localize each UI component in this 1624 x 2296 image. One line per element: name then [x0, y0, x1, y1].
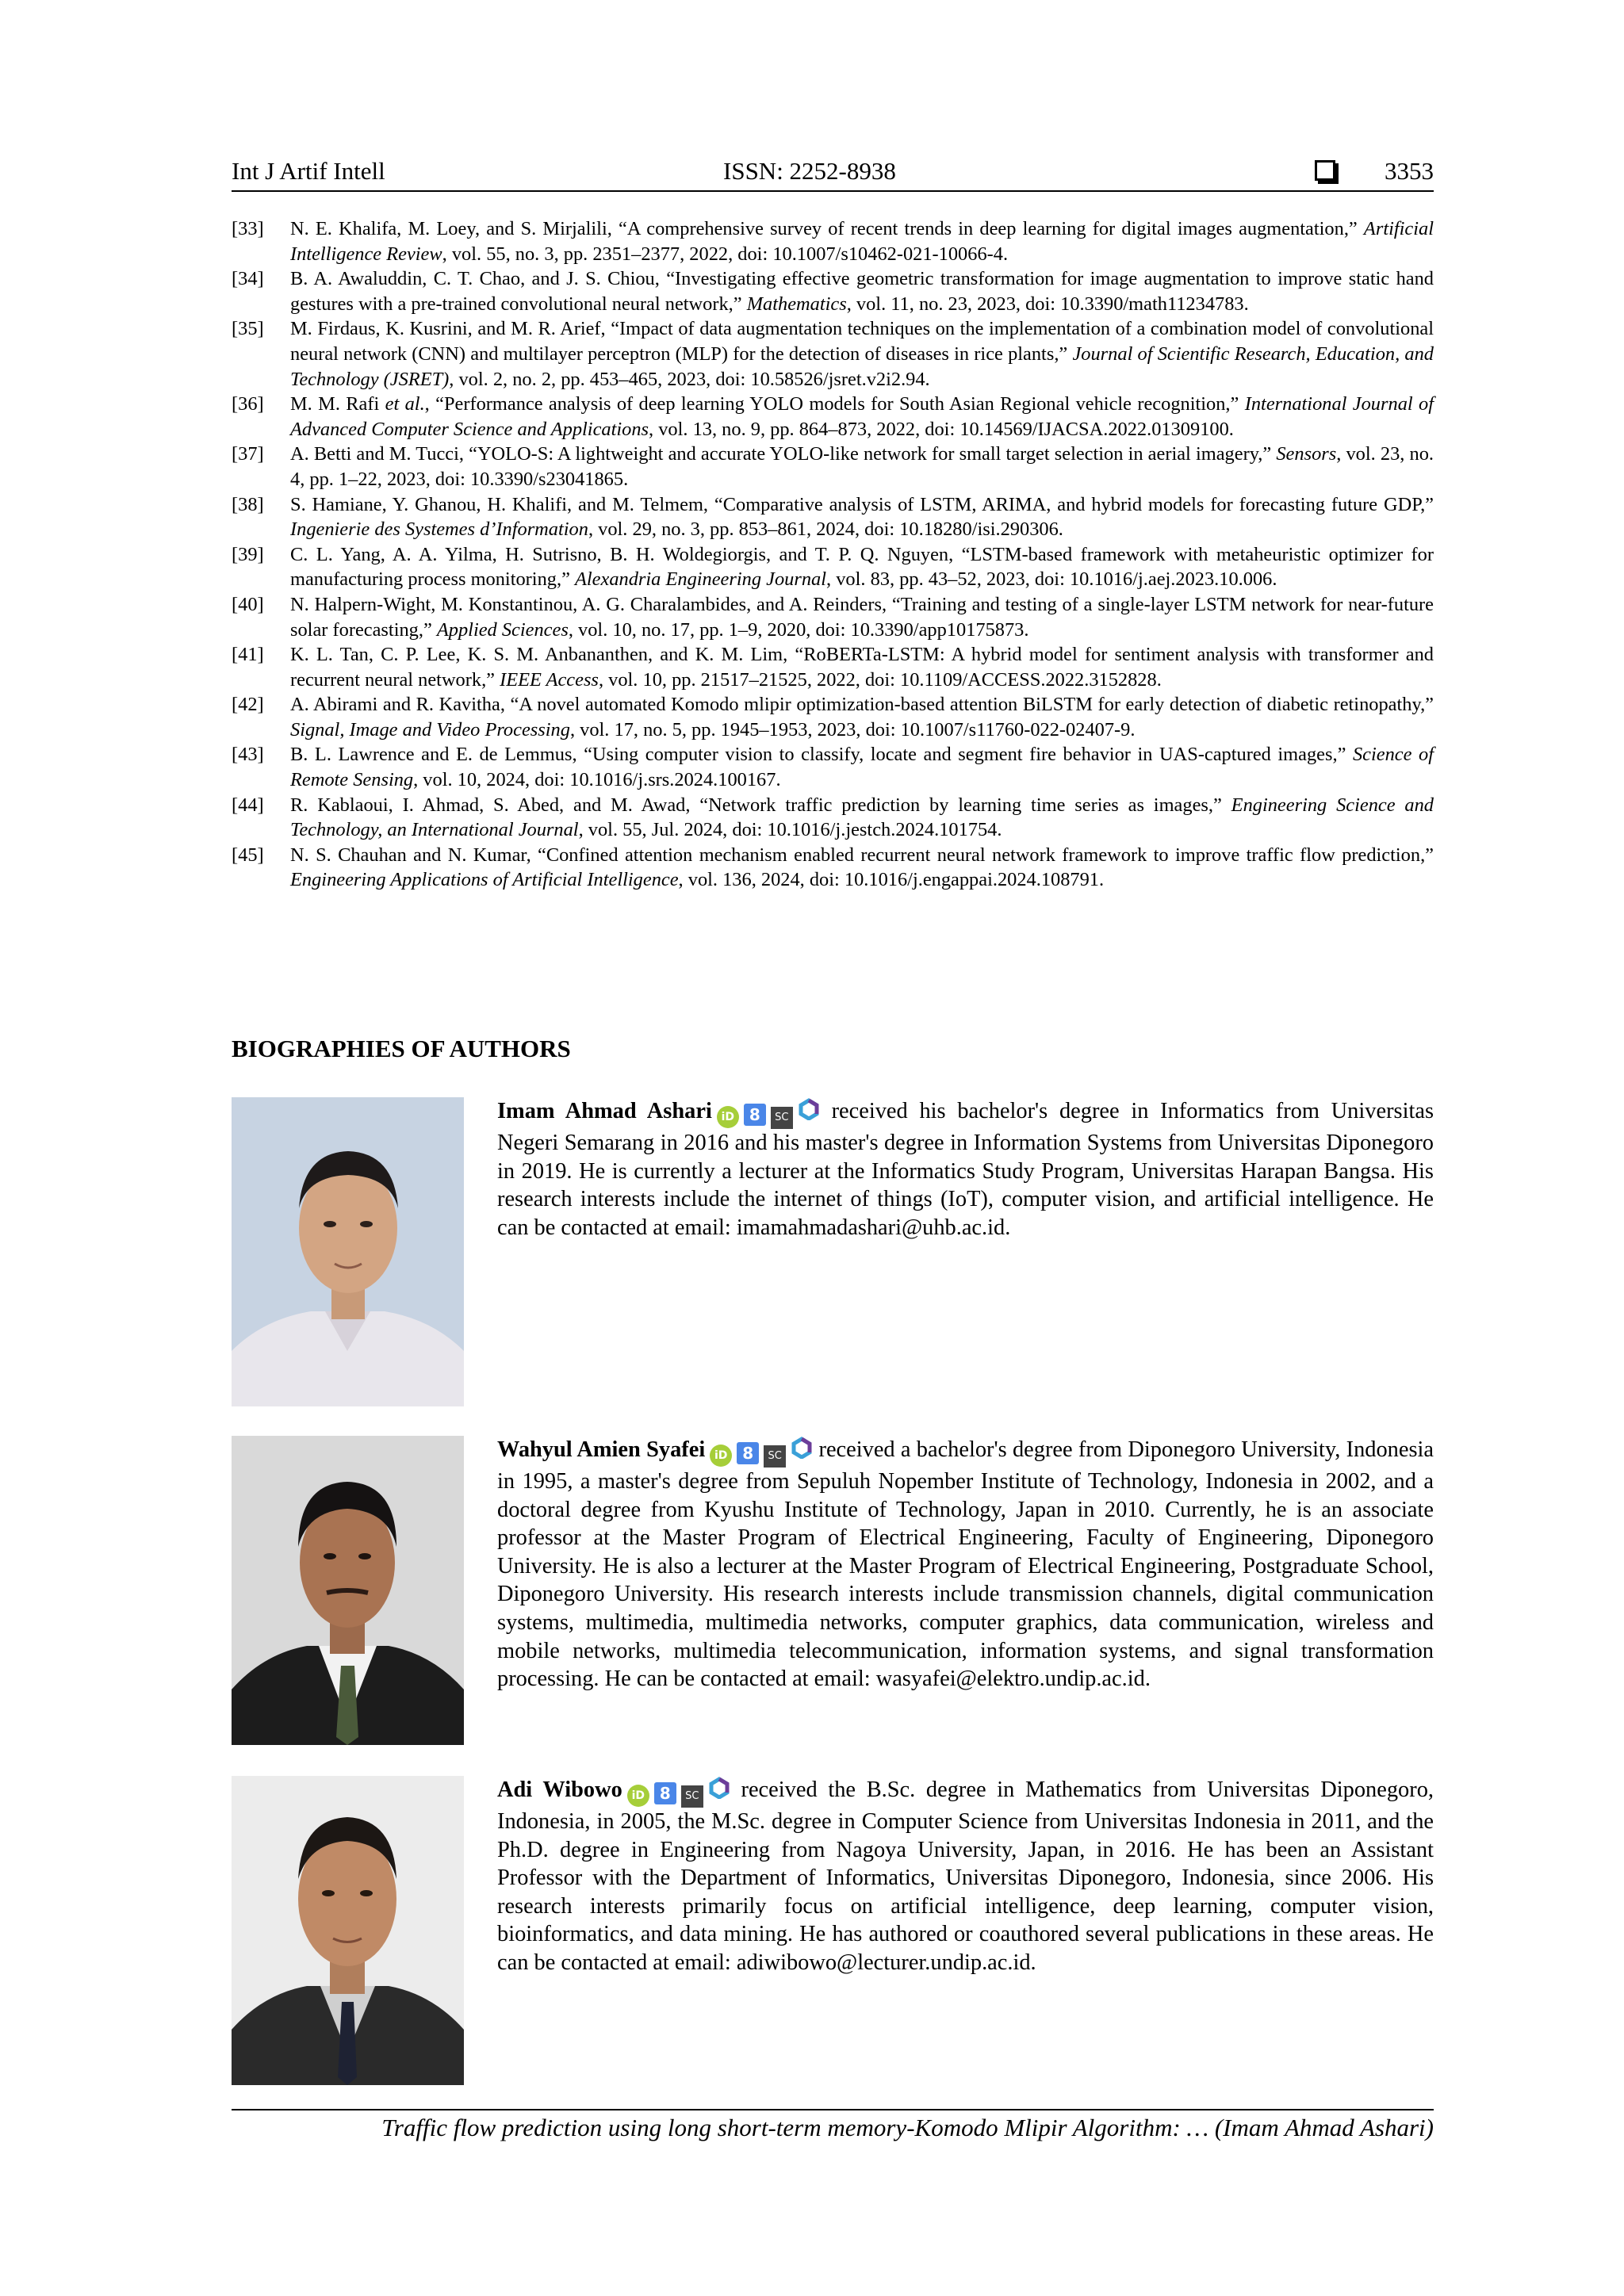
- reference-fragment: , vol. 55, no. 3, pp. 2351–2377, 2022, doi: 10.1007/s10462-021-10066-4.: [442, 243, 1009, 265]
- reference-fragment: , vol. 136, 2024, doi: 10.1016/j.engappai.2024.108791.: [678, 869, 1105, 891]
- google-scholar-icon[interactable]: 8: [654, 1782, 676, 1804]
- footer-rule: [232, 2109, 1434, 2110]
- reference-item: [232, 442, 1434, 492]
- google-scholar-icon[interactable]: 8: [737, 1442, 759, 1464]
- reference-text: [290, 642, 1434, 692]
- reference-fragment: B. L. Lawrence and E. de Lemmus, “Using computer vision to classify, locate and segment fire behavior in UAS-captured images,”: [290, 744, 1353, 766]
- reference-item: [232, 592, 1434, 642]
- reference-item: [232, 316, 1434, 392]
- reference-text: [290, 216, 1434, 266]
- orcid-icon[interactable]: iD: [627, 1785, 649, 1807]
- reference-fragment: S. Hamiane, Y. Ghanou, H. Khalifi, and M. Telmem, “Comparative analysis of LSTM, ARIMA, and hybrid models for forecasting future GDP,”: [290, 493, 1434, 515]
- reference-text: [290, 592, 1434, 642]
- reference-fragment: C. L. Yang, A. A. Yilma, H. Sutrisno, B. H. Woldegiorgis, and T. P. Q. Nguyen, “LSTM-based framework with metaheuristic optimizer for manufacturing process monitoring,”: [290, 543, 1434, 591]
- reference-fragment: M. Firdaus, K. Kusrini, and M. R. Arief, “Impact of data augmentation techniques on the implementation of a combination model of convolutional neural network (CNN) and multilayer perceptron (MLP) for the detection of diseases in rice plants,”: [290, 318, 1434, 365]
- reference-fragment: A. Betti and M. Tucci, “YOLO-S: A lightweight and accurate YOLO-like network for small target selection in aerial imagery,”: [290, 443, 1277, 465]
- reference-fragment: , vol. 55, Jul. 2024, doi: 10.1016/j.jestch.2024.101754.: [578, 819, 1002, 841]
- author-photo-wibowo: [232, 1776, 464, 2085]
- author-description: received the B.Sc. degree in Mathematics from Universitas Diponegoro, Indonesia, in 2005, the M.Sc. degree in Computer Science from Universitas Indonesia in 2011, and the Ph.D. degree in Engineering from Nagoya University, Japan, in 2016. He has been an Assistant Professor with the Department of Informatics, Universitas Diponegoro, Indonesia, since 2006. His research interests primarily focus on artificial intelligence, deep learning, computer vision, bioinformatics, and data mining. He has authored or coauthored several publications in these areas. He can be contacted at email: adiwibowo@lecturer.undip.ac.id.: [497, 1777, 1434, 1975]
- issn: ISSN: 2252-8938: [723, 157, 896, 185]
- reference-fragment: , vol. 13, no. 9, pp. 864–873, 2022, doi: 10.14569/IJACSA.2022.01309100.: [649, 418, 1234, 440]
- journal-name: Int J Artif Intell: [232, 157, 385, 185]
- reference-number: [43]: [232, 744, 264, 766]
- reference-item: [232, 742, 1434, 792]
- reference-item: [232, 793, 1434, 843]
- reference-source: Sensors: [1276, 443, 1337, 465]
- reference-item: [232, 216, 1434, 266]
- scopus-icon[interactable]: SC: [764, 1445, 786, 1468]
- reference-item: [232, 492, 1434, 542]
- reference-source: Artificial Intelligence Review: [290, 218, 1434, 265]
- reference-text: [290, 843, 1434, 893]
- header-rule: [232, 190, 1434, 192]
- reference-number: [37]: [232, 443, 264, 465]
- reference-source: Ingenierie des Systemes d’Information: [290, 519, 588, 541]
- reference-item: [232, 642, 1434, 692]
- reference-fragment: N. E. Khalifa, M. Loey, and S. Mirjalili, “A comprehensive survey of recent trends in deep learning for digital images augmentation,”: [290, 218, 1364, 239]
- author-name: Wahyul Amien Syafei: [497, 1437, 706, 1462]
- reference-source: Alexandria Engineering Journal: [575, 568, 827, 591]
- reference-fragment: , vol. 17, no. 5, pp. 1945–1953, 2023, doi: 10.1007/s11760-022-02407-9.: [569, 718, 1136, 740]
- reference-number: [45]: [232, 844, 264, 866]
- reference-number: [38]: [232, 493, 264, 515]
- author-name: Imam Ahmad Ashari: [497, 1099, 712, 1123]
- publons-icon[interactable]: [798, 1098, 820, 1120]
- reference-source: Applied Sciences: [436, 618, 569, 641]
- reference-source: Journal of Scientific Research, Education, and Technology (JSRET): [290, 342, 1434, 390]
- reference-source: Mathematics: [746, 293, 847, 315]
- reference-fragment: , “Performance analysis of deep learning YOLO models for South Asian Regional vehicle recognition,”: [424, 393, 1245, 415]
- reference-fragment: N. S. Chauhan and N. Kumar, “Confined attention mechanism enabled recurrent neural network framework to improve traffic flow prediction,”: [290, 844, 1434, 866]
- reference-number: [40]: [232, 593, 264, 615]
- reference-item: [232, 392, 1434, 442]
- page-number: 3353: [1385, 157, 1434, 185]
- reference-item: [232, 266, 1434, 316]
- reference-fragment: , vol. 11, no. 23, 2023, doi: 10.3390/math11234783.: [846, 293, 1249, 315]
- reference-text: [290, 392, 1434, 442]
- references-list: [232, 216, 1434, 893]
- page-header: [232, 157, 1434, 190]
- scopus-icon[interactable]: SC: [681, 1785, 703, 1808]
- reference-text: [290, 442, 1434, 492]
- reference-number: [39]: [232, 543, 264, 565]
- reference-text: [290, 492, 1434, 542]
- author-description: received a bachelor's degree from Diponegoro University, Indonesia in 1995, a master's degree from Sepuluh Nopember Institute of Technology, Indonesia in 2002, and a doctoral degree from Kyushu Institute of Technology, Japan in 2010. Currently, he is an associate professor at the Master Program of Electrical Engineering, Faculty of Engineering, Diponegoro University. He is also a lecturer at the Master Program of Electrical Engineering, Postgraduate School, Diponegoro University. His research interests include transmission channels, digital communication systems, multimedia, multimedia networks, computer graphics, data communication, wireless and mobile networks, multimedia telecommunication, information systems, and signal transformation processing. He can be contacted at email: wasyafei@elektro.undip.ac.id.: [497, 1437, 1434, 1692]
- running-title: Traffic flow prediction using long short-term memory-Komodo Mlipir Algorithm: … (Imam Ahmad Ashari): [381, 2114, 1434, 2141]
- reference-text: [290, 266, 1434, 316]
- orcid-icon[interactable]: iD: [710, 1445, 732, 1467]
- reference-number: [42]: [232, 694, 264, 716]
- author-bio-text: [497, 1097, 1434, 1242]
- author-bio-text: [497, 1776, 1434, 1977]
- author-bio-text: [497, 1436, 1434, 1693]
- reference-source: Engineering Applications of Artificial Intelligence: [290, 869, 679, 891]
- reference-fragment: , vol. 10, no. 17, pp. 1–9, 2020, doi: 10.3390/app10175873.: [568, 618, 1029, 641]
- reference-fragment: , vol. 10, 2024, doi: 10.1016/j.srs.2024.100167.: [413, 769, 781, 791]
- scopus-icon[interactable]: SC: [771, 1107, 793, 1129]
- reference-fragment: N. Halpern-Wight, M. Konstantinou, A. G. Charalambides, and A. Reinders, “Training and testing of a single-layer LSTM network for near-future solar forecasting,”: [290, 593, 1434, 641]
- author-description: received his bachelor's degree in Informatics from Universitas Negeri Semarang in 2016 and his master's degree in Information Systems from Universitas Diponegoro in 2019. He is currently a lecturer at the Informatics Study Program, Universitas Harapan Bangsa. His research interests include the internet of things (IoT), computer vision, and artificial intelligence. He can be contacted at email: imamahmadashari@uhb.ac.id.: [497, 1099, 1434, 1240]
- reference-text: [290, 542, 1434, 592]
- reference-text: [290, 742, 1434, 792]
- reference-number: [33]: [232, 218, 264, 239]
- author-name: Adi Wibowo: [497, 1777, 622, 1802]
- reference-number: [35]: [232, 318, 264, 340]
- reference-item: [232, 843, 1434, 893]
- author-photo-ashari: [232, 1097, 464, 1406]
- reference-text: [290, 692, 1434, 742]
- reference-source: IEEE Access: [500, 668, 599, 691]
- reference-fragment: K. L. Tan, C. P. Lee, K. S. M. Anbananthen, and K. M. Lim, “RoBERTa-LSTM: A hybrid model for sentiment analysis with transformer and recurrent neural network,”: [290, 644, 1434, 691]
- google-scholar-icon[interactable]: 8: [744, 1104, 766, 1126]
- reference-source: Engineering Science and Technology, an International Journal: [290, 794, 1434, 841]
- reference-source: Signal, Image and Video Processing: [290, 718, 570, 740]
- reference-source: Science of Remote Sensing: [290, 744, 1434, 791]
- publons-icon[interactable]: [708, 1777, 730, 1799]
- reference-number: [41]: [232, 644, 264, 666]
- square-box-icon: [1315, 160, 1335, 181]
- reference-text: [290, 793, 1434, 843]
- reference-number: [36]: [232, 393, 264, 415]
- reference-text: [290, 316, 1434, 392]
- reference-fragment: A. Abirami and R. Kavitha, “A novel automated Komodo mlipir optimization-based attention BiLSTM for early detection of diabetic retinopathy,”: [290, 694, 1434, 716]
- reference-source: et al.: [385, 393, 425, 415]
- orcid-icon[interactable]: iD: [717, 1106, 739, 1128]
- reference-fragment: R. Kablaoui, I. Ahmad, S. Abed, and M. Awad, “Network traffic prediction by learning time series as images,”: [290, 794, 1231, 816]
- reference-fragment: , vol. 83, pp. 43–52, 2023, doi: 10.1016/j.aej.2023.10.006.: [826, 568, 1277, 591]
- reference-item: [232, 692, 1434, 742]
- reference-source: International Journal of Advanced Computer Science and Applications: [290, 393, 1434, 440]
- reference-fragment: , vol. 10, pp. 21517–21525, 2022, doi: 10.1109/ACCESS.2022.3152828.: [598, 668, 1162, 691]
- reference-number: [34]: [232, 268, 264, 290]
- reference-item: [232, 542, 1434, 592]
- reference-number: [44]: [232, 794, 264, 816]
- author-photo-syafei: [232, 1436, 464, 1745]
- reference-fragment: , vol. 29, no. 3, pp. 853–861, 2024, doi: 10.18280/isi.290306.: [588, 519, 1063, 541]
- reference-fragment: B. A. Awaluddin, C. T. Chao, and J. S. Chiou, “Investigating effective geometric transformation for image augmentation to improve static hand gestures with a pre-trained convolutional neural network,”: [290, 268, 1434, 315]
- reference-fragment: , vol. 23, no. 4, pp. 1–22, 2023, doi: 10.3390/s23041865.: [290, 443, 1434, 490]
- publons-icon[interactable]: [791, 1437, 813, 1459]
- biographies-title: BIOGRAPHIES OF AUTHORS: [232, 1035, 571, 1062]
- reference-fragment: M. M. Rafi: [290, 393, 385, 415]
- reference-fragment: , vol. 2, no. 2, pp. 453–465, 2023, doi: 10.58526/jsret.v2i2.94.: [449, 368, 930, 390]
